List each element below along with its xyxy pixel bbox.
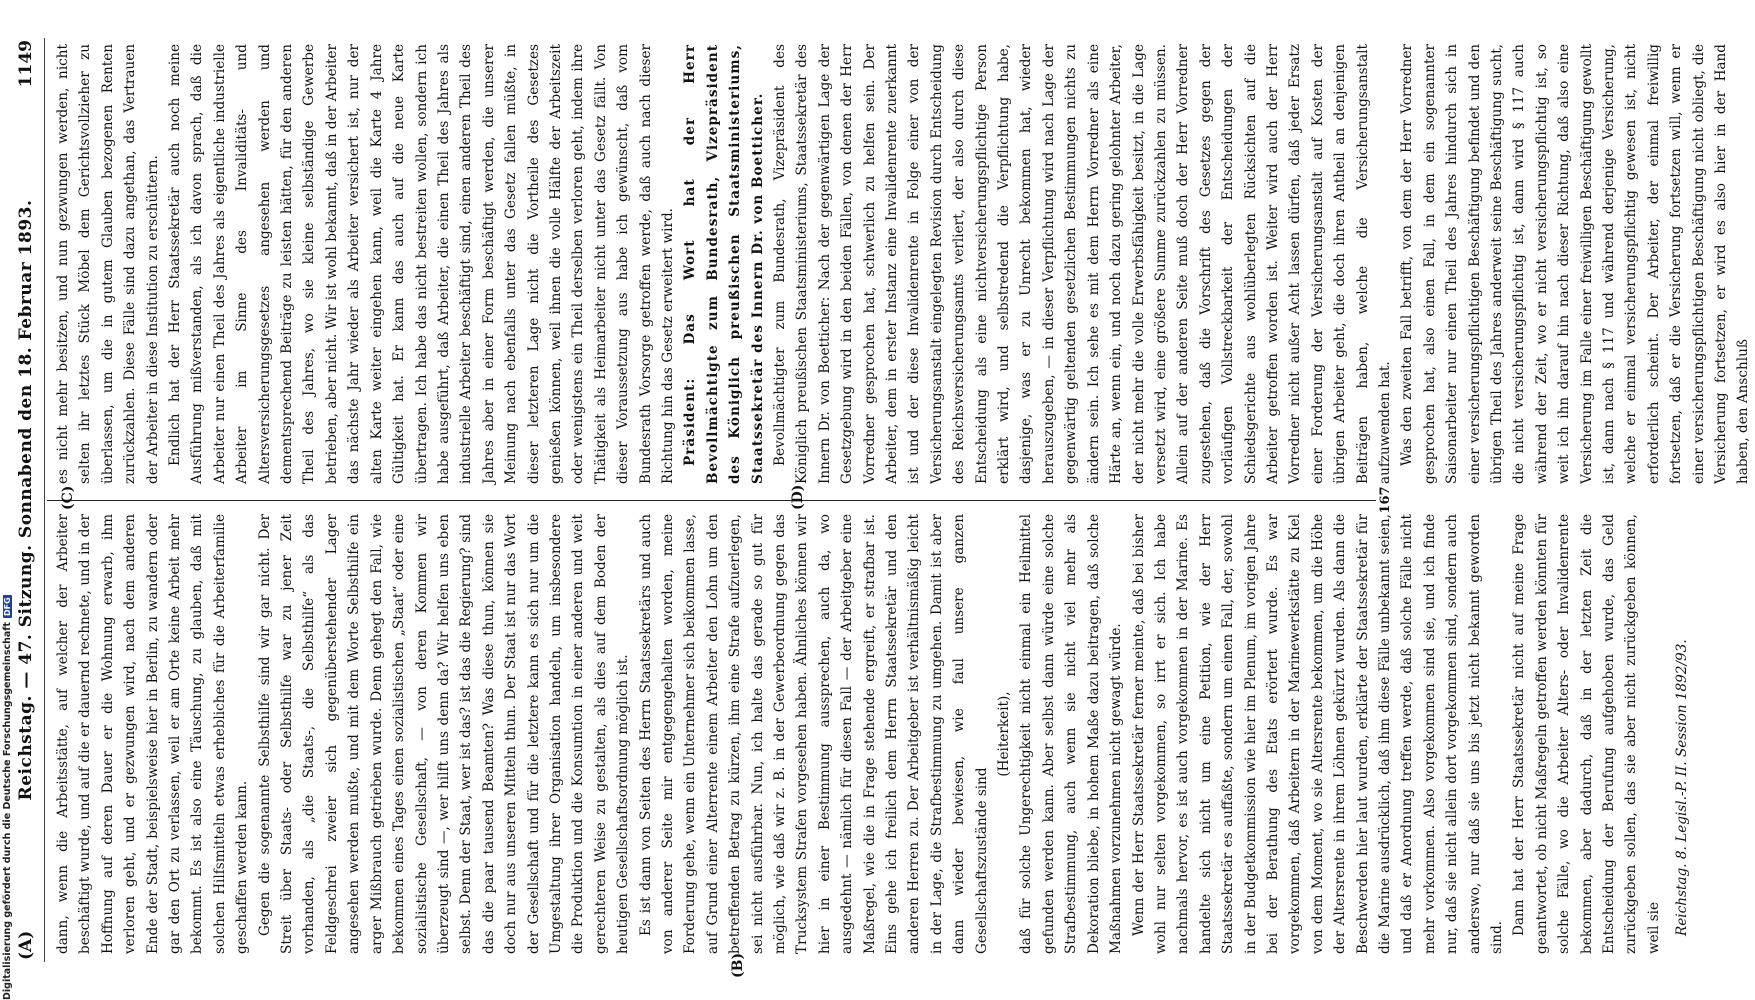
paragraph: Was den zweiten Fall betrifft, von dem der Herr Vorredner gesprochen hat, also einen Fall, in dem ein sogenannter Saisonarbeiter nur einen Theil des Jahres hindurch sich in einer versicherungspflichtigen Beschäftigung befindet und den übrigen Theil des Jahres anderweit seine Beschäftigung sucht, die nicht versicherungspflichtig ist, dann wird § 117 auch während der Zeit, wo er nicht versicherungspflichtig ist, so weit ich ihn darauf hin nach dieser Richtung, daß also eine Versicherung im Falle einer freiwilligen Beschäftigung gewollt ist, dann nach § 117 und während derjenige Versicherung, welche er einmal versicherungspflichtig gewesen ist, nicht erforderlich scheint. Der Arbeiter, der einmal freiwillig fortsetzen, daß er die Versicherung fortsetzen will, wenn er einer versicherungspflichtigen Beschäftigung nicht obliegt, die Versicherung fortsetzen, er wird es also hier in der Hand haben, den Anschluß	[1399, 44, 1752, 484]
digitization-credit	[2, 0, 16, 1000]
paragraph: Es ist dann von Seiten des Herrn Staatssekretärs und auch von anderer Seite mir entgegengehalten worden, meine Forderung gehe, wenn ein Unternehmer sich beikommen lasse, auf Grund einer Alterrente einem Arbeiter den Lohn um den betreffenden Betrag zu kürzen, ihm eine Strafe aufzuerlegen, sei nicht ausführbar. Nun, ich halte das gerade so gut für möglich, wie daß wir z. B. in der Gewerbeordnung gegen das Trucksystem Strafen vorgesehen haben. Ähnliches können wir hier in einer Bestimmung aussprechen, auch da, wo ausgedehnt — nämlich für diesen Fall — der Arbeitgeber eine Maßregel, wie die in Frage stehende ergreift, er strafbar ist. Eins gehe ich freilich dem Herrn Staatssekretär und den anderen Herren zu. Der Arbeitgeber ist verhältnismäßig leicht in der Lage, die Strafbestimmung zu umgehen. Damit ist aber dann wieder bewiesen, wie faul unsere ganzen Gesellschaftszustände sind	[637, 514, 990, 954]
header-rule	[44, 38, 45, 962]
speaker-paragraph: Präsident: Das Wort hat der Herr Bevollmächtigte zum Bundesrath, Vizepräsident des Königlich preußischen Staatsministeriums, Staatssekretär des Innern Dr. von Boetticher.	[682, 44, 766, 484]
credit-text: Digitalisierung gefördert durch die Deutsche Forschungsgemeinschaft	[2, 622, 13, 1000]
sheet-number: 167	[1378, 486, 1393, 514]
paragraph: daß für solche Ungerechtigkeit nicht einmal ein Heilmittel gefunden werden kann. Aber selbst dann würde eine solche Strafbestimmung, auch wenn sie nicht viel mehr als Dekoration bliebe, in hohem Maße dazu beitragen, daß solche Maßnahmen vorzunehmen nicht gewagt würde.	[1018, 514, 1125, 954]
margin-mark-d: (D)	[790, 484, 806, 510]
paragraph: dann, wenn die Arbeitsstätte, auf welcher der Arbeiter beschäftigt wurde, und auf die er dauernd rechnete, und in der Hoffnung auf deren Dauer er die Wohnung erwarb, ihm verloren geht, und er gezwungen wird, nach dem anderen Ende der Stadt, beispielsweise hier in Berlin, zu wandern oder gar den Ort zu verlassen, weil er am Orte keine Arbeit mehr bekommt. Es ist also eine Täuschung, zu glauben, daß mit solchen Hilfsmitteln etwas erhebliches für die Arbeiterfamilie geschaffen werden kann.	[55, 514, 251, 954]
margin-mark-a: (A)	[16, 930, 36, 960]
right-column	[52, 44, 1752, 484]
page-header	[14, 40, 44, 960]
column-divider	[47, 500, 1376, 501]
interjection: (Heiterkeit),	[996, 691, 1013, 777]
page-title: Reichstag. — 47. Sitzung. Sonnabend den 18. Februar 1893.	[16, 199, 36, 801]
dfg-logo: DFG	[3, 597, 12, 617]
paragraph: Bevollmächtigter zum Bundesrath, Vizepräsident des Königlich preußischen Staatsministeriums, Staatssekretär des Innern Dr. von Boetticher: Nach der gegenwärtigen Lage der Gesetzgebung wird in den beiden Fällen, von denen der Herr Vorredner gesprochen hat, schwerlich zu helfen sein. Der Arbeiter, dem in erster Instanz eine Invalidenrente zuerkannt ist und der diese Invalidenrente in Folge einer von der Versicherungsanstalt eingelegten Revision durch Entscheidung des Reichsversicherungsamts verliert, der also durch diese Entscheidung als eine nichtversicherungspflichtige Person erklärt wird, und selbstredend die Verpflichtung habe, dasjenige, was er zu Unrecht bekommen hat, wieder herauszugeben, — in dieser Verpflichtung wird nach Lage der gegenwärtig geltenden gesetzlichen Bestimmungen nichts zu ändern sein. Ich sehe es mit dem Herrn Vorredner als eine Härte an, wenn ein, und noch dazu gering gelohnter Arbeiter, der nicht mehr die volle Erwerbsfähigkeit besitzt, in die Lage versetzt wird, eine größere Summe zurückzahlen zu müssen. Allein auf der anderen Seite muß doch der Herr Vorredner zugestehen, daß die Vorschrift des Gesetzes gegen der vorläufigen Vollstreckbarkeit der Entscheidungen der Schiedsgerichte aus wohlüberlegten Rücksichten auf die Arbeiter getroffen worden ist. Weiter wird auch der Herr Vorredner nicht außer Acht lassen dürfen, daß jeder Ersatz einer Forderung der Versicherungsanstalt auf Kosten der übrigen Arbeiter geht, die doch ihren Antheil an denjenigen Beiträgen haben, welche die Versicherungsanstalt aufzuwenden hat.	[772, 44, 1393, 484]
paragraph: Gegen die sogenannte Selbsthilfe sind wir gar nicht. Der Streit über Staats- oder Selbsthilfe war zu jener Zeit vorhanden, als „die Staats-, die Selbsthilfe“ als das Feldgeschrei zweier sich gegenüberstehender Lager angesehen werden mußte, und mit dem Worte Selbsthilfe ein arger Mißbrauch getrieben wurde. Denn gehegt den Fall, wie bekommen eines Tages einen sozialistischen „Staat“ oder eine sozialistische Gesellschaft, — von deren Kommen wir überzeugt sind —, wer hilft uns denn da? Wir helfen uns eben selbst. Denn der Staat, wer ist das? ist das die Regierung? sind das die paar tausend Beamten? Was diese thun, können sie doch nur aus unseren Mitteln thun. Der Staat ist nur das Wort der Gesellschaft und für die letztere kann es sich nur um die Umgestaltung ihrer Organisation handeln, um insbesondere die Produktion und die Konsumtion in einer anderen und weit gerechteren Weise zu gestalten, als dies auf dem Boden der heutigen Gesellschaftsordnung möglich ist.	[256, 514, 632, 954]
page-number: 1149	[16, 40, 36, 88]
margin-mark-c: (C)	[60, 485, 76, 510]
paragraph: Wenn der Herr Staatssekretär ferner meinte, daß bei bisher wohl nur selten vorgekommen, so irrt er sich. Ich habe nachmals hervor, es ist auch vorgekommen in der Marine. Es handelte sich nicht um eine Petition, wie der Herr Staatssekretär es auffaßte, sondern um einen Fall, der, sowohl in der Budgetkommission wie hier im Plenum, im vorigen Jahre bei der Berathung des Etats erörtert wurde. Es war vorgekommen, daß Arbeitern in der Marinewerkstätte zu Kiel von dem Moment, wo sie Altersrente bekommen, um die Höhe der Altersrente in ihrem Löhnen gekürzt wurden. Als dann die Beschwerden hier laut wurden, erklärte der Staatssekretär für die Marine ausdrücklich, daß ihm diese Fälle unbekannt seien, und daß er Anordnung treffen werde, daß solche Fälle nicht mehr vorkommen. Also vorgekommen sind sie, und ich finde nur, daß sie nicht allein dort vorgekommen sind, sondern auch anderswo, nur daß sie uns bis jetzt nicht bekannt geworden sind.	[1130, 514, 1505, 954]
left-column	[52, 514, 1691, 954]
rotated-page	[0, 20, 1752, 980]
paragraph: Dann hat der Herr Staatssekretär nicht auf meine Frage geantwortet, ob nicht Maßregeln getroffen werden könnten für solche Fälle, wo die Arbeiter Alters- oder Invalidenrente bekommen, aber dadurch, daß in der letzten Zeit die Entscheidung der Berufung aufgehoben wurde, das Geld zurückgeben sollen, das sie aber nicht zurückgeben können, weil sie	[1511, 514, 1662, 954]
paragraph: Endlich hat der Herr Staatssekretär auch noch meine Ausführung mißverstanden, als ich davon sprach, daß die Arbeiter nur einen Theil des Jahres als eigentliche industrielle Arbeiter im Sinne des Invaliditäts- und Altersversicherungsgesetzes angesehen werden und dementsprechend Beiträge zu leisten hätten, für den anderen Theil des Jahres, wo sie kleine selbständige Gewerbe betrieben, aber nicht. Wir ist wohl bekannt, daß in der Arbeiter das nächste Jahr wieder als Arbeiter versichert ist, nur der alten Karte weiter eingehen kann, weil die Karte 4 Jahre Gültigkeit hat. Er kann das auch auf die neue Karte übertragen. Ich habe das nicht bestreiten wollen, sondern ich habe ausgeführt, daß Arbeiter, die einen Theil des Jahres als industrielle Arbeiter beschäftigt sind, einen anderen Theil des Jahres aber in einer Form beschäftigt werden, die unserer Meinung nach ebenfalls unter das Gesetz fallen müßte, in dieser letzteren Lage nicht die Vortheile des Gesetzes genießen können, weil ihnen die volle Hälfte der Arbeitszeit oder wenigstens ein Theil derselben verloren geht, indem ihre Thätigkeit als Heimarbeiter nicht unter das Gesetz fällt. Von dieser Voraussetzung aus habe ich gewünscht, daß vom Bundesrath Vorsorge getroffen werde, daß auch nach dieser Richtung hin das Gesetz erweitert wird.	[167, 44, 676, 484]
paragraph: es nicht mehr besitzen, und nun gezwungen werden, nicht selten ihr letztes Stück Möbel dem Gerichtsvollzieher zu überlassen, um die in gutem Glauben bezogenen Renten zurückzahlen. Diese Fälle sind dazu angethan, das Vertrauen der Arbeiter in diese Institution zu erschüttern.	[55, 44, 161, 484]
margin-mark-b: (B)	[730, 952, 746, 978]
signature-line: Reichstag. 8. Legisl.-P. II. Session 1892/93.	[1674, 639, 1691, 936]
